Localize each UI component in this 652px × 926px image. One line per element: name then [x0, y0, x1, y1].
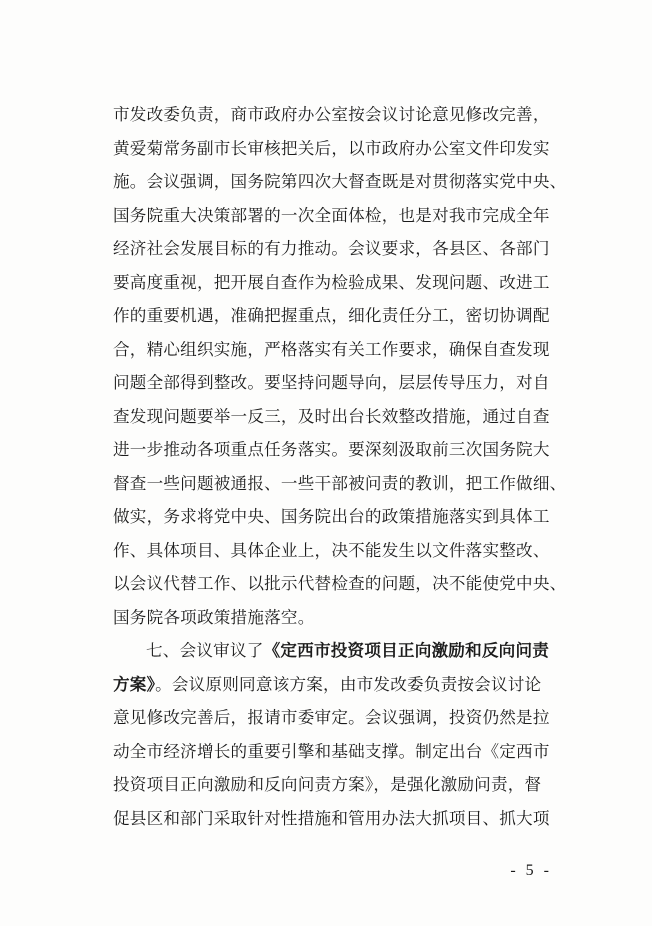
text-line: 投资项目正向激励和反向问责方案》，是强化激励问责，督: [113, 775, 542, 794]
section-7-line: [113, 668, 553, 702]
section-7-title: 《定西市投资项目正向激励和反向问责: [263, 641, 550, 660]
text-line: 作、具体项目、具体企业上，决不能发生以文件落实整改、: [113, 540, 550, 560]
section-7-lead: 七、会议审议了: [146, 641, 264, 660]
text-line: 以会议代替工作、以批示代替检查的问题，决不能使党中央、: [113, 574, 567, 593]
page-number: - 5 -: [510, 862, 552, 879]
text-line: 施。会议强调，国务院第四次大督查既是对贯彻落实党中央、: [113, 172, 567, 191]
section-7-heading-line: [113, 634, 553, 668]
text-line: 动全市经济增长的重要引擎和基础支撑。制定出台《定西市: [113, 741, 550, 761]
body-text: [113, 98, 567, 835]
text-line: 意见修改完善后，报请市委审定。会议强调，投资仍然是拉: [113, 708, 550, 727]
section-7-text: 。会议原则同意该方案，由市发改委负责按会议讨论: [155, 674, 542, 694]
text-line: 市发改委负责，商市政府办公室按会议讨论意见修改完善，: [113, 105, 550, 124]
text-line: 督查一些问题被通报、一些干部被问责的教训，把工作做细、: [113, 473, 567, 493]
text-line: 经济社会发展目标的有力推动。会议要求，各县区、各部门: [113, 239, 550, 258]
text-line: 促县区和部门采取针对性措施和管用办法大抓项目、抓大项: [113, 808, 550, 828]
text-line: 问题全部得到整改。要坚持问题导向，层层传导压力，对自: [113, 373, 550, 392]
text-line: 黄爱菊常务副市长审核把关后，以市政府办公室文件印发实: [113, 138, 550, 158]
text-line: 国务院各项政策措施落空。: [113, 607, 315, 627]
text-line: 国务院重大决策部署的一次全面体检，也是对我市完成全年: [113, 205, 550, 225]
text-line: 要高度重视，把开展自查作为检验成果、发现问题、改进工: [113, 272, 550, 292]
text-line: 进一步推动各项重点任务落实。要深刻汲取前三次国务院大: [113, 440, 550, 459]
text-line: 做实，务求将党中央、国务院出台的政策措施落实到具体工: [113, 507, 550, 526]
text-line: 合，精心组织实施，严格落实有关工作要求，确保自查发现: [113, 339, 550, 359]
text-line: 查发现问题要举一反三，及时出台长效整改措施，通过自查: [113, 406, 550, 426]
section-7-title-end: 方案》: [113, 674, 156, 694]
text-line: 作的重要机遇，准确把握重点，细化责任分工，密切协调配: [113, 306, 550, 325]
